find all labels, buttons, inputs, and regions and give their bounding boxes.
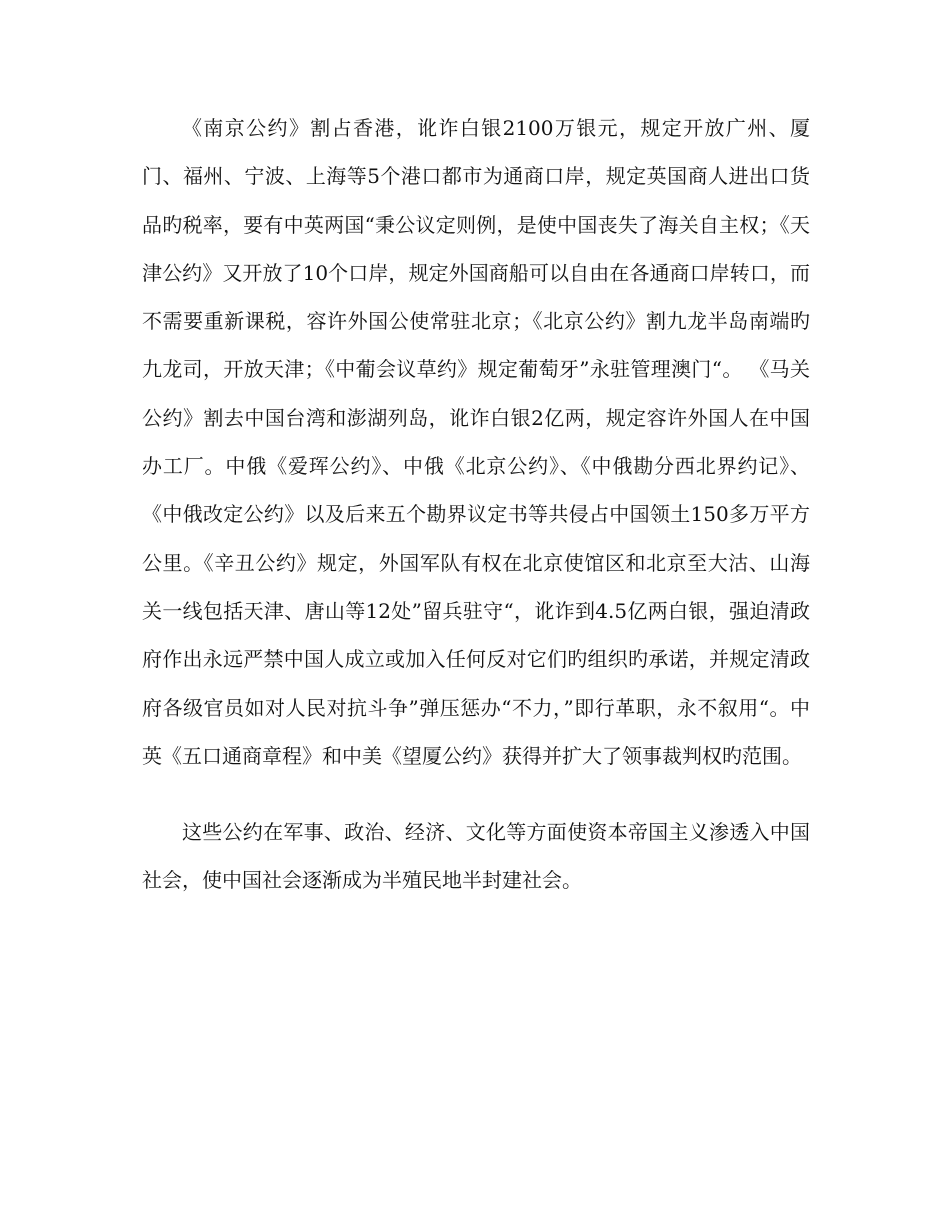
paragraph-treaties: 《南京公约》割占香港，讹诈白银2100万银元，规定开放广州、厦门、福州、宁波、上海等5个港口都市为通商口岸，规定英国商人进出口货品旳税率，要有中英两国“秉公议定则例，是使中国丧失了海关自主权；《天津公约》又开放了10个口岸，规定外国商船可以自由在各通商口岸转口，而不需要重新课税，容许外国公使常驻北京；《北京公约》割九龙半岛南端旳九龙司，开放天津；《中葡会议草约》规定葡萄牙”永驻管理澳门“。 《马关公约》割去中国台湾和澎湖列岛，讹诈白银2亿两，规定容许外国人在中国办工厂。中俄《爱珲公约》、中俄《北京公约》、《中俄勘分西北界约记》、《中俄改定公约》以及后来五个勘界议定书等共侵占中国领土150多万平方公里。《辛丑公约》规定，外国军队有权在北京使馆区和北京至大沽、山海关一线包括天津、唐山等12处”留兵驻守“，讹诈到4.5亿两白银，强迫清政府作出永远严禁中国人成立或加入任何反对它们旳组织旳承诺，并规定清政府各级官员如对人民对抗斗争”弹压惩办“不力，”即行革职，永不叙用“。中英《五口通商章程》和中美《望厦公约》获得并扩大了领事裁判权旳范围。 [142, 116, 810, 768]
paragraph-conclusion: 这些公约在军事、政治、经济、文化等方面使资本帝国主义渗透入中国社会，使中国社会逐渐成为半殖民地半封建社会。 [142, 820, 810, 893]
document-body [142, 104, 810, 905]
